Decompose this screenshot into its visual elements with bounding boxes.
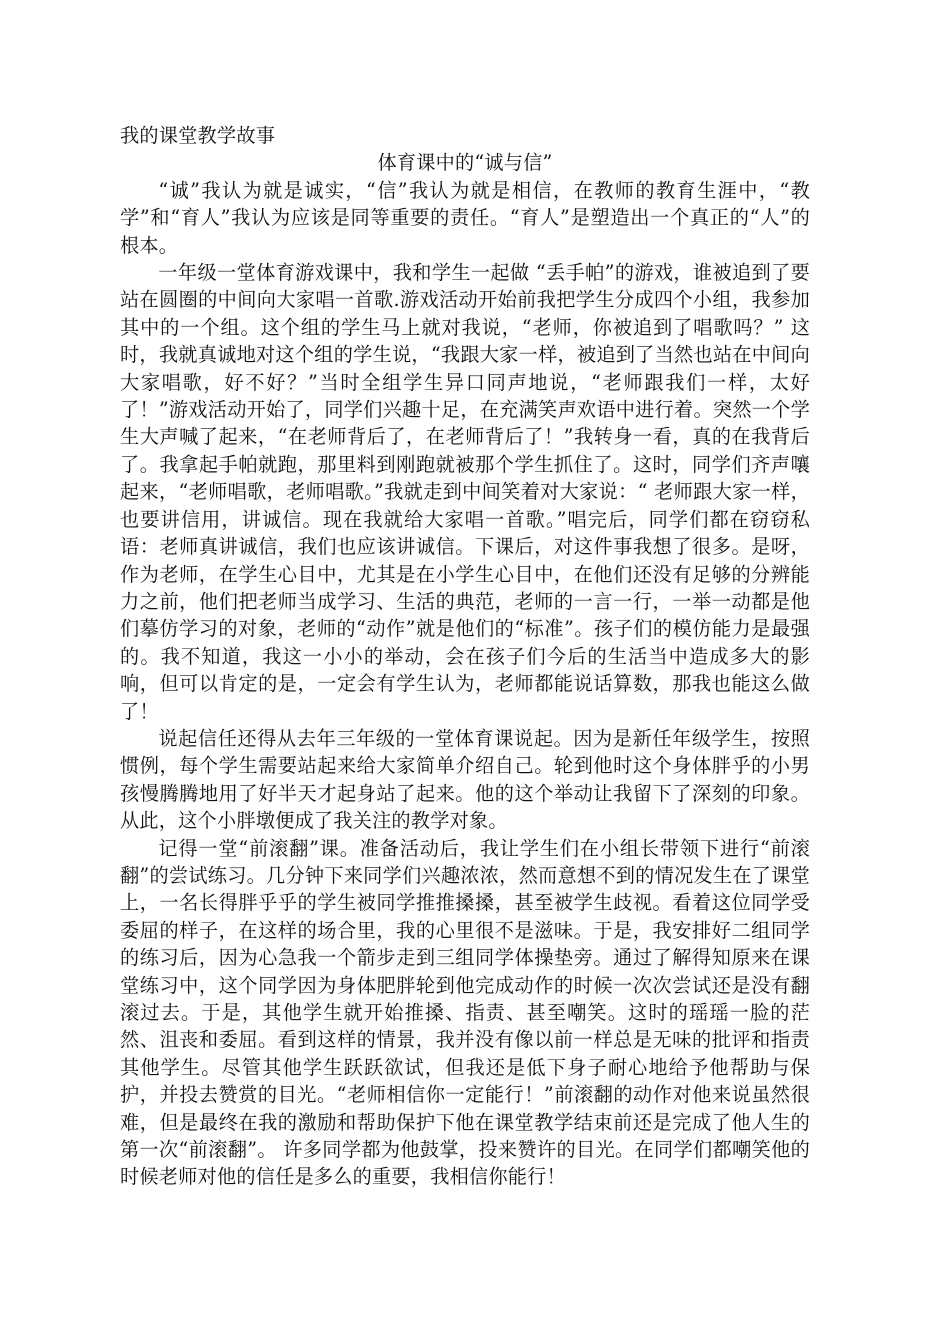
paragraph-handkerchief-game: 一年级一堂体育游戏课中，我和学生一起做 “丢手帕”的游戏，谁被追到了要站在圆圈的中间向大家唱一首歌.游戏活动开始前我把学生分成四个小组，我参加其中的一个组。这个组的学生马上就对我说，“老师，你被追到了唱歌吗？” 这时，我就真诚地对这个组的学生说，“我跟大家一样，被追到了当然也站在中间向大家唱歌，好不好？”当时全组学生异口同声地说，“老师跟我们一样，太好了！”游戏活动开始了，同学们兴趣十足，在充满笑声欢语中进行着。突然一个学生大声喊了起来，“在老师背后了，在老师背后了！”我转身一看，真的在我背后了。我拿起手帕就跑，那里料到刚跑就被那个学生抓住了。这时，同学们齐声嚷起来，“老师唱歌，老师唱歌。”我就走到中间笑着对大家说：“ 老师跟大家一样，也要讲信用，讲诚信。现在我就给大家唱一首歌。”唱完后，同学们都在窃窃私语：老师真讲诚信，我们也应该讲诚信。下课后，对这件事我想了很多。是呀，作为老师，在学生心目中，尤其是在小学生心目中，在他们还没有足够的分辨能力之前，他们把老师当成学习、生活的典范，老师的一言一行，一举一动都是他们摹仿学习的对象，老师的“动作”就是他们的“标准”。孩子们的模仿能力是最强的。我不知道，我这一小小的举动，会在孩子们今后的生活当中造成多大的影响，但可以肯定的是，一定会有学生认为，老师都能说话算数，那我也能这么做了！ [120, 261, 810, 723]
paragraph-forward-roll: 记得一堂“前滚翻”课。准备活动后，我让学生们在小组长带领下进行“前滚翻”的尝试练习。几分钟下来同学们兴趣浓浓，然而意想不到的情况发生在了课堂上，一名长得胖乎乎的学生被同学推推搡搡，甚至被学生歧视。看着这位同学受委屈的样子，在这样的场合里，我的心里很不是滋味。于是，我安排好二组同学的练习后，因为心急我一个箭步走到三组同学体操垫旁。通过了解得知原来在课堂练习中，这个同学因为身体肥胖轮到他完成动作的时候一次次尝试还是没有翻滚过去。于是，其他学生就开始推搡、指责、甚至嘲笑。这时的瑶瑶一脸的茫然、沮丧和委屈。看到这样的情景，我并没有像以前一样总是无味的批评和指责其他学生。尽管其他学生跃跃欲试，但我还是低下身子耐心地给予他帮助与保护，并投去赞赏的目光。“老师相信你一定能行！”前滚翻的动作对他来说虽然很难，但是最终在我的激励和帮助保护下他在课堂教学结束前还是完成了他人生的第一次“前滚翻”。 许多同学都为他鼓掌，投来赞许的目光。在同学们都嘲笑他的时候老师对他的信任是多么的重要，我相信你能行！ [120, 836, 810, 1189]
article-title: 体育课中的“诚与信” [377, 151, 553, 175]
document-heading: 我的课堂教学故事 [120, 124, 276, 147]
document-body [120, 122, 810, 1191]
paragraph-trust-intro: 说起信任还得从去年三年级的一堂体育课说起。因为是新任年级学生，按照惯例，每个学生需要站起来给大家简单介绍自己。轮到他时这个身体胖乎的小男孩慢腾腾地用了好半天才起身站了起来。他的这个举动让我留下了深刻的印象。从此，这个小胖墩便成了我关注的教学对象。 [120, 726, 810, 833]
paragraph-integrity-definition: “诚”我认为就是诚实，“信”我认为就是相信，在教师的教育生涯中，“教学”和“育人”我认为应该是同等重要的责任。“育人”是塑造出一个真正的“人”的根本。 [120, 178, 810, 257]
